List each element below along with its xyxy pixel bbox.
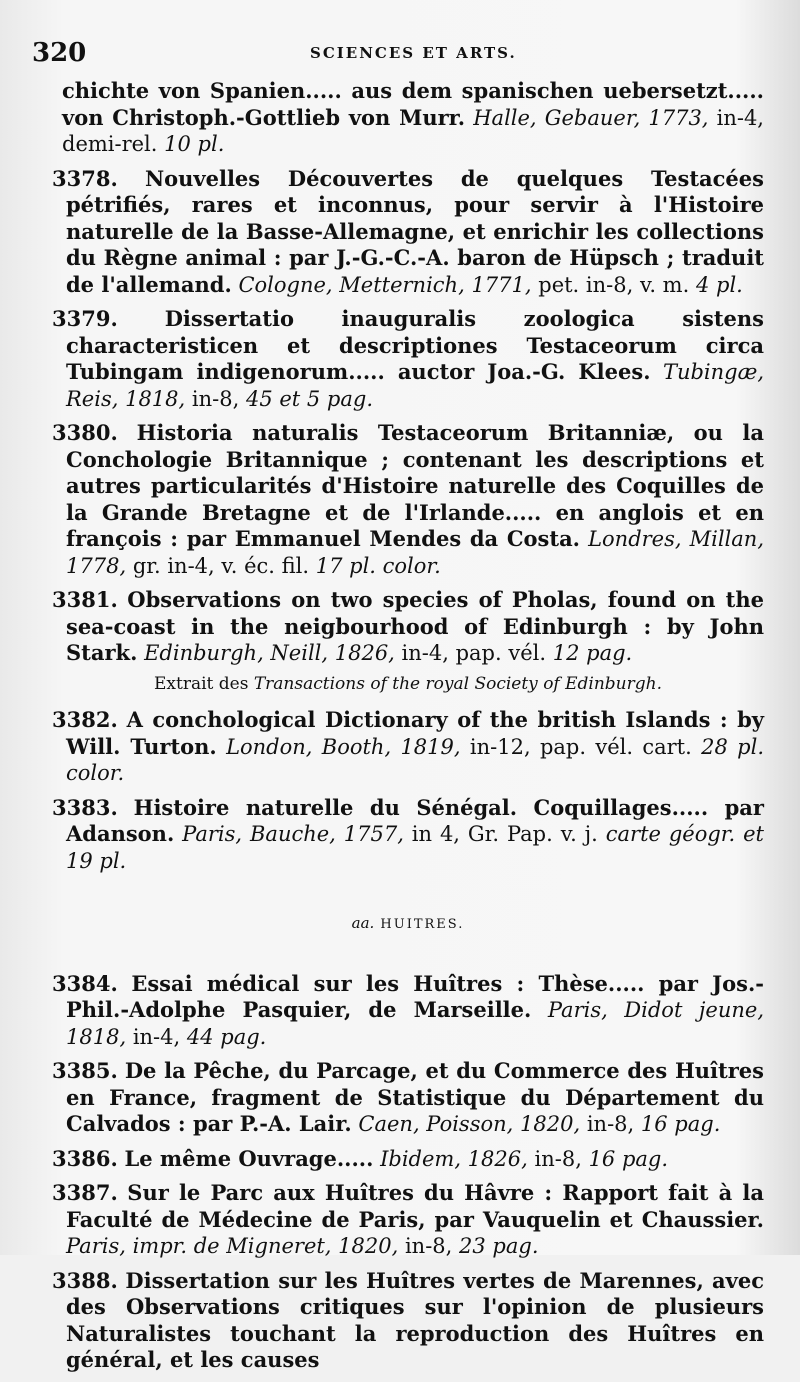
catalogue-body (52, 78, 764, 1382)
entry-publisher: Paris, Didot jeune, 1818, (66, 998, 765, 1049)
entry-format: in-12, pap. vél. cart. (469, 734, 692, 759)
catalogue-entry-3380 (52, 420, 764, 579)
catalogue-entry-3381 (52, 587, 764, 667)
entry-publisher: Halle, Gebauer, 1773, (473, 105, 709, 130)
entry-number: 3386. (52, 1145, 118, 1171)
entry-title: chichte von Spanien..... aus dem spanischen uebersetzt..... von Christoph.-Gottlieb von Murr. (62, 78, 764, 130)
entry-title: Dissertatio inauguralis zoologica sistens characteristicen et descriptiones Testaceorum circa Tubingam indigenorum..... auctor Joa.-G. Klees. (66, 306, 764, 384)
entry-format: pet. in-8, v. m. (538, 272, 690, 297)
entry-title: De la Pêche, du Parcage, et du Commerce des Huîtres en France, fragment de Statistique du Département du Calvados : par P.-A. Lair. (66, 1058, 764, 1136)
entry-number: 3379. (52, 306, 118, 331)
entry-number: 3384. (52, 970, 118, 996)
entry-title: Historia naturalis Testaceorum Britanniæ, ou la Conchologie Britannique ; contenant les descriptions et autres particularités d'Histoire naturelle des Coquilles de la Grande Bretagne et de l'Irlande..... en anglois et en françois : par Emmanuel Mendes da Costa. (66, 420, 764, 551)
catalogue-entry-3385 (52, 1058, 764, 1138)
entry-number: 3385. (52, 1058, 118, 1083)
entry-plates: 28 pl. color. (66, 734, 764, 785)
note-prefix: Extrait des (153, 673, 249, 694)
entry-publisher: Edinburgh, Neill, 1826, (144, 641, 395, 665)
entry-title: Dissertation sur les Huîtres vertes de Marennes, avec des Observations critiques sur l'opinion de plusieurs Naturalistes touchant la reproduction des Huîtres en général, et les causes (66, 1267, 764, 1372)
entry-format: in-4, demi-rel. (62, 105, 764, 156)
section-prefix: aa. (351, 914, 375, 932)
section-label: HUITRES. (380, 917, 465, 932)
catalogue-entry-3387 (52, 1180, 764, 1260)
entry-publisher: Tubingæ, Reis, 1818, (66, 360, 765, 411)
catalogue-entry-3388 (52, 1268, 764, 1374)
entry-plates: 4 pl. (695, 272, 743, 297)
entry-format: in-4, pap. vél. (401, 641, 547, 665)
catalogue-entry-3382 (52, 707, 764, 787)
entry-format: in-8, (534, 1146, 582, 1171)
catalogue-entry-continued (52, 78, 764, 158)
entry-publisher: Ibidem, 1826, (380, 1146, 528, 1171)
entry-plates: 17 pl. color. (315, 553, 441, 578)
entry-publisher: Londres, Millan, 1778, (66, 527, 764, 578)
entry-title: Le même Ouvrage..... (124, 1145, 374, 1171)
entry-plates: carte géogr. et 19 pl. (66, 822, 764, 873)
entry-format: in-8, (191, 386, 240, 411)
entry-publisher: London, Booth, 1819, (226, 734, 461, 759)
entry-title: Essai médical sur les Huîtres : Thèse..... par Jos.-Phil.-Adolphe Pasquier, de Marseille. (66, 970, 764, 1022)
entry-number: 3380. (52, 420, 118, 445)
entry-publisher: Caen, Poisson, 1820, (358, 1112, 581, 1136)
entry-number: 3381. (52, 587, 118, 612)
entry-number: 3388. (52, 1267, 118, 1293)
entry-format: in-8, (586, 1112, 635, 1136)
entry-plates: 45 et 5 pag. (245, 386, 374, 411)
entry-format: in-8, (404, 1234, 453, 1258)
section-heading (52, 910, 764, 939)
entry-plates: 12 pag. (552, 641, 633, 665)
catalogue-entry-3379 (52, 306, 764, 412)
entry-plates: 10 pl. (164, 132, 225, 156)
running-title: SCIENCES ET ARTS. (310, 44, 517, 62)
entry-title: A conchological Dictionary of the british Islands : by Will. Turton. (66, 707, 764, 759)
catalogue-entry-3384 (52, 971, 764, 1051)
entry-number: 3382. (52, 707, 118, 732)
entry-plates: 16 pag. (640, 1112, 721, 1136)
catalogue-entry-3378 (52, 166, 764, 299)
entry-publisher: Cologne, Metternich, 1771, (238, 272, 532, 297)
entry-plates: 16 pag. (588, 1146, 669, 1171)
entry-publisher: Paris, Bauche, 1757, (182, 822, 404, 846)
page-header (28, 36, 780, 76)
catalogue-entry-3386 (52, 1146, 764, 1173)
page-number: 320 (32, 38, 87, 68)
note-source: Transactions of the royal Society of Edinburgh. (253, 673, 662, 694)
entry-note (52, 671, 764, 698)
entry-publisher: Paris, impr. de Migneret, 1820, (66, 1234, 399, 1258)
entry-title: Nouvelles Découvertes de quelques Testacées pétrifiés, rares et inconnus, pour servir à l'Histoire naturelle de la Basse-Allemagne, et enrichir les collections du Règne animal : par J.-G.-C.-A. baron de Hüpsch ; traduit de l'allemand. (66, 165, 764, 297)
catalogue-entry-3383 (52, 795, 764, 875)
entry-format: in 4, Gr. Pap. v. j. (411, 822, 598, 846)
entry-title: Sur le Parc aux Huîtres du Hâvre : Rapport fait à la Faculté de Médecine de Paris, par Vauquelin et Chaussier. (66, 1180, 764, 1232)
entry-plates: 44 pag. (186, 1024, 267, 1049)
entry-title: Histoire naturelle du Sénégal. Coquillages..... par Adanson. (66, 794, 764, 846)
entry-format: gr. in-4, v. éc. fil. (132, 553, 310, 578)
entry-title: Observations on two species of Pholas, found on the sea-coast in the neigbourhood of Edinburgh : by John Stark. (66, 587, 764, 665)
entry-number: 3378. (52, 165, 118, 191)
entry-number: 3387. (52, 1180, 118, 1205)
entry-format: in-4, (132, 1024, 181, 1049)
entry-plates: 23 pag. (459, 1234, 539, 1258)
entry-number: 3383. (52, 794, 118, 820)
